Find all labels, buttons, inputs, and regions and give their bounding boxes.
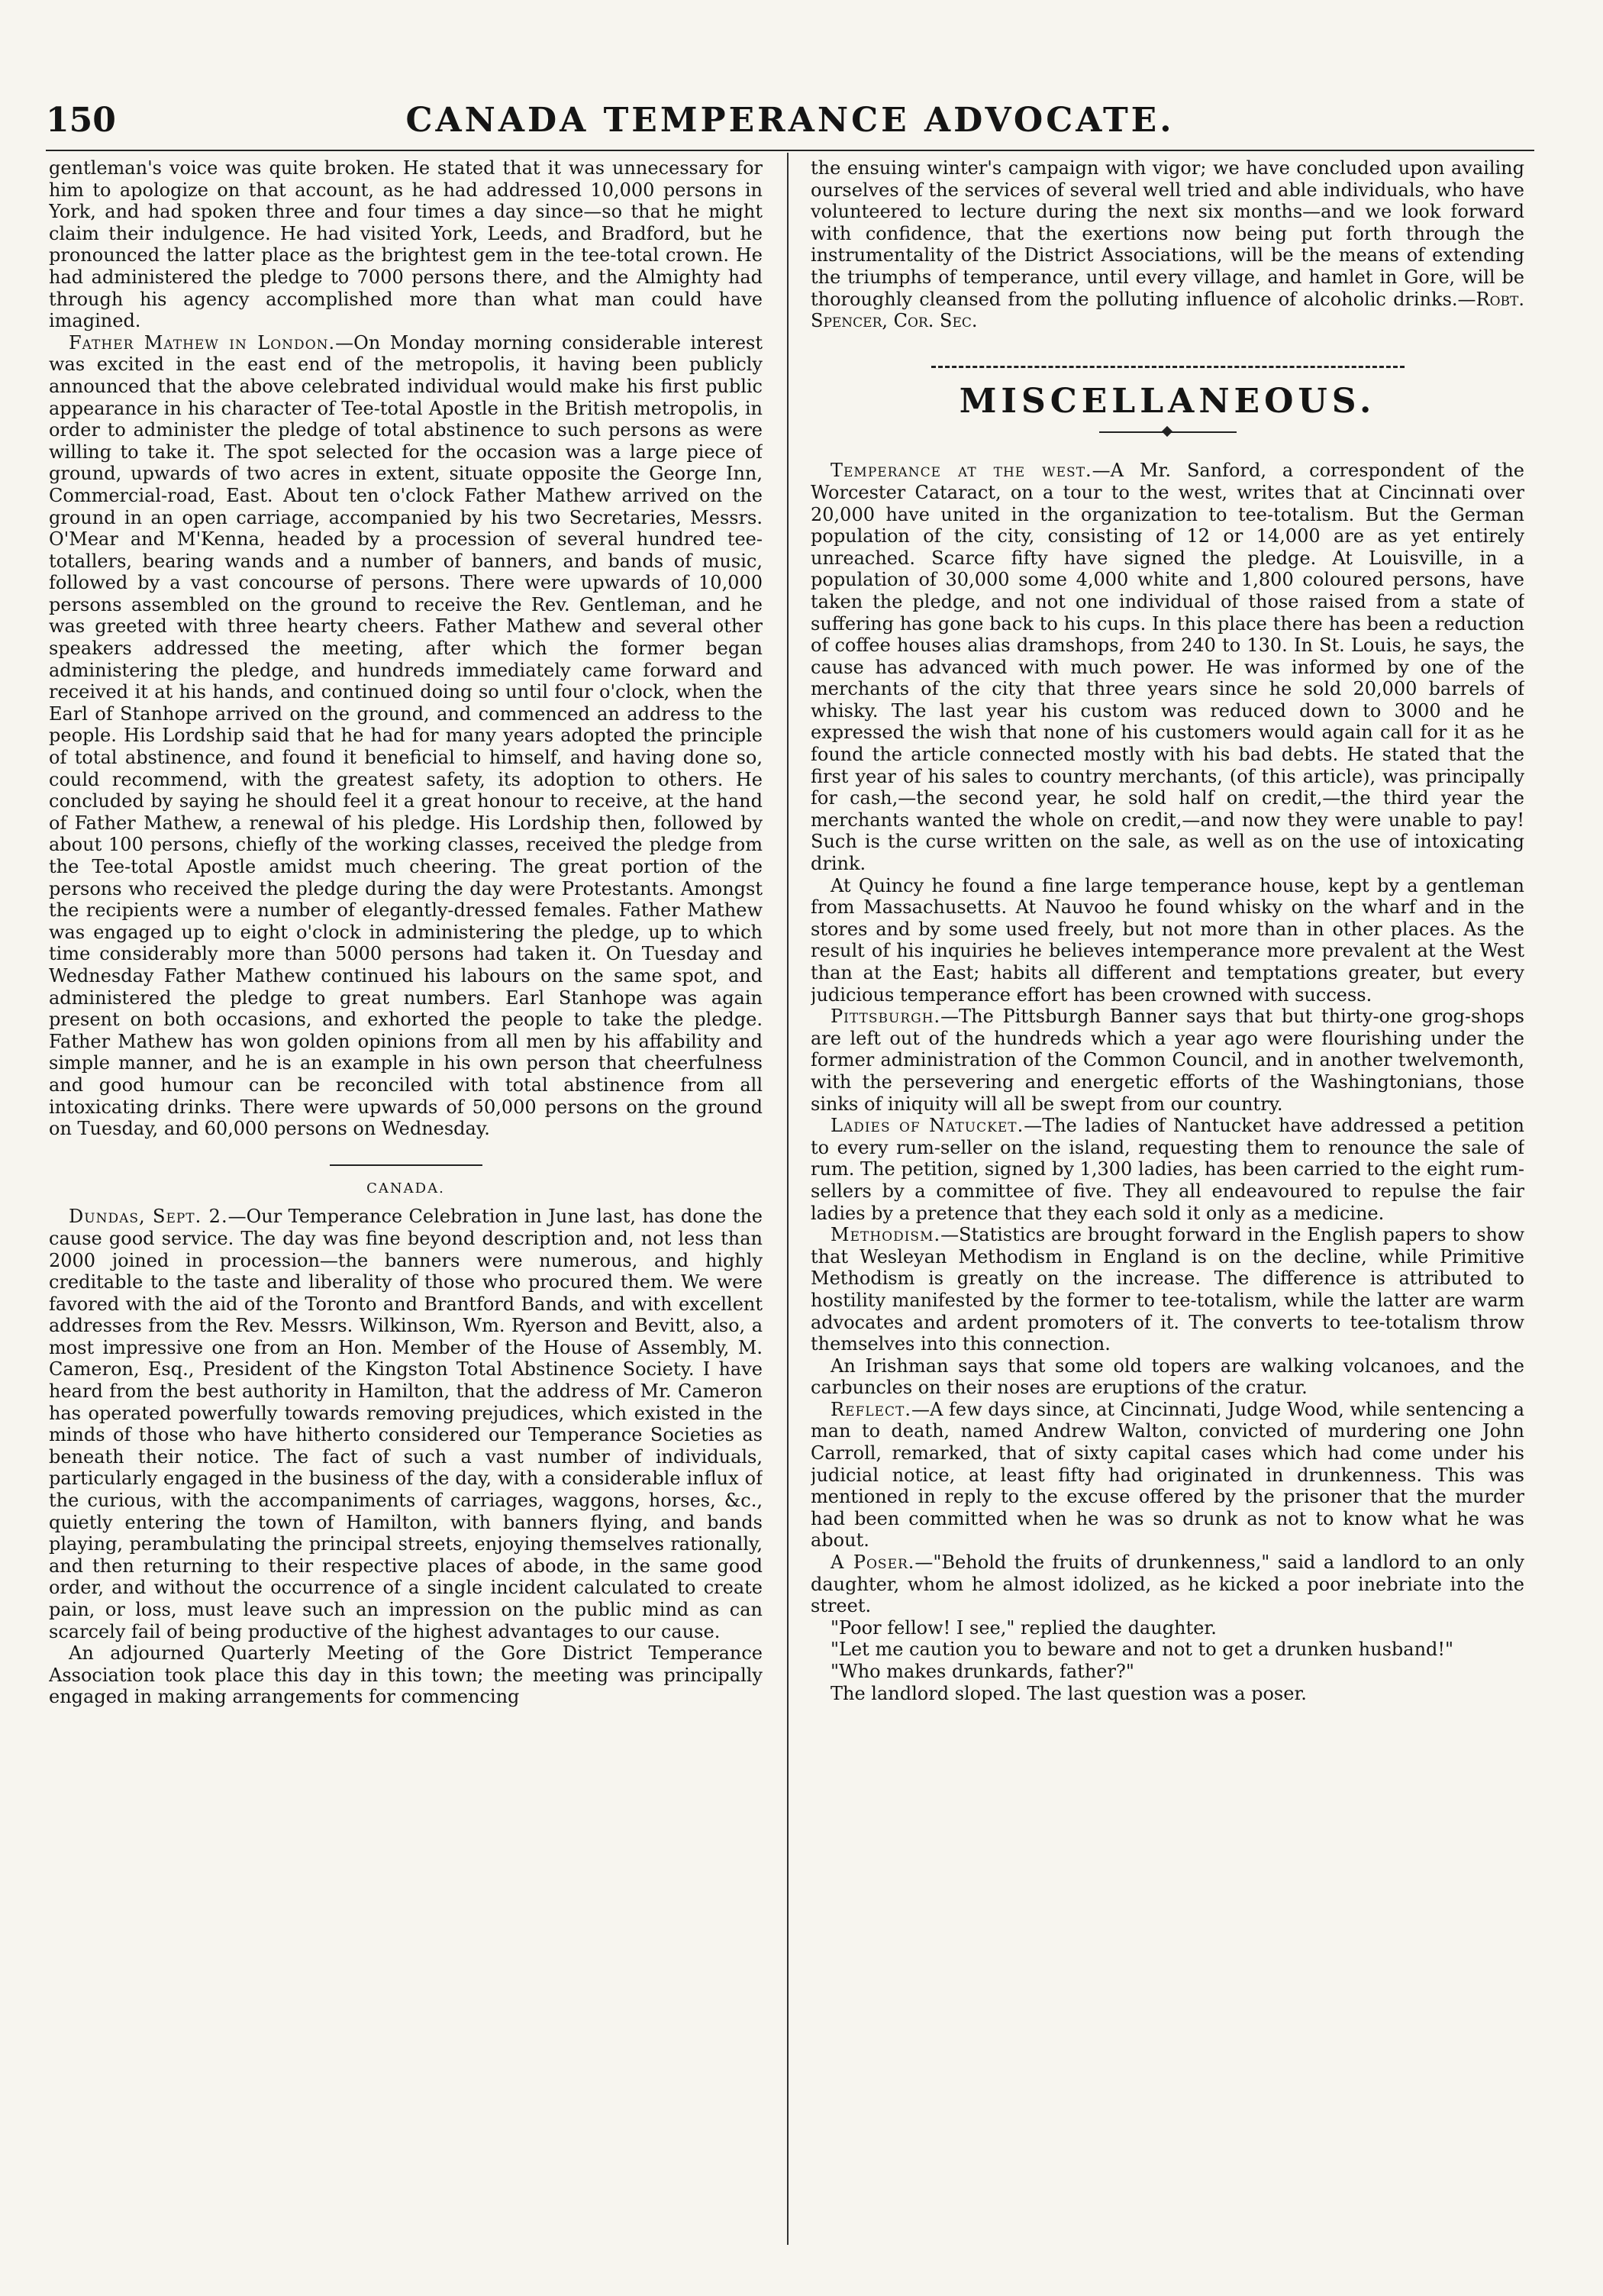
article-heading: Pittsburgh. bbox=[831, 1006, 941, 1028]
article-paragraph bbox=[811, 460, 1524, 874]
article-heading: A Poser. bbox=[831, 1552, 915, 1574]
article-paragraph: An adjourned Quarterly Meeting of the Gore District Temperance Association took place this day in this town; the meeting was principally engaged in making arrangements for commencing bbox=[49, 1642, 763, 1708]
right-column bbox=[811, 157, 1524, 2249]
article-body: —The ladies of Nantucket have addressed a petition to every rum-seller on the island, requesting them to renounce the sale of rum. The petition, signed by 1,300 ladies, has been carried to the eight rum-sellers by a committee of five. They all endeavoured to repulse the fair ladies by a pretence that they each sold it only as a medicine. bbox=[811, 1115, 1524, 1224]
article-heading: Methodism. bbox=[831, 1224, 941, 1246]
article-heading: Temperance at the west. bbox=[831, 460, 1092, 482]
article-body: —Statistics are brought forward in the English papers to show that Wesleyan Methodism in England is on the decline, while Primitive Methodism is greatly on the increase. The difference is attributed to hostility manifested by the former to tee-totalism, while the latter are warm advocates and ardent promoters of it. The converts to tee-totalism throw themselves into this connection. bbox=[811, 1224, 1524, 1355]
article-body: —The Pittsburgh Banner says that but thirty-one grog-shops are left out of the hundreds which a year ago were flourishing under the former administration of the Common Council, and in another twelvemonth, with the persevering and energetic efforts of the Washingtonians, those sinks of iniquity will all be swept from our country. bbox=[811, 1006, 1524, 1115]
article-paragraph: An Irishman says that some old topers are walking volcanoes, and the carbuncles on their noses are eruptions of the cratur. bbox=[811, 1355, 1524, 1399]
left-column bbox=[49, 157, 763, 2249]
article-body: the ensuing winter's campaign with vigor; we have concluded upon availing ourselves of the services of several well tried and able individuals, who have volunteered to lecture during the next six months—and we look forward with confidence, that the exertions now being put forth through the instrumentality of the District Associations, will be the means of extending the triumphs of temperance, until every village, and hamlet in Gore, will be thoroughly cleansed from the polluting influence of alcoholic drinks.— bbox=[811, 157, 1524, 310]
section-title: CANADA. bbox=[366, 1180, 445, 1196]
article-paragraph: "Poor fellow! I see," replied the daughter. bbox=[831, 1616, 1217, 1639]
article-heading: Ladies of Natucket. bbox=[831, 1115, 1024, 1137]
article-paragraph bbox=[811, 1006, 1524, 1115]
article-heading: Reflect. bbox=[831, 1398, 911, 1420]
page-header bbox=[46, 101, 1534, 147]
article-paragraph bbox=[811, 1399, 1524, 1552]
ornament-divider bbox=[1099, 428, 1237, 437]
page-number: 150 bbox=[46, 101, 116, 140]
signature: Robt. Spencer, Cor. Sec. bbox=[811, 288, 1524, 332]
article-paragraph: "Who makes drunkards, father?" bbox=[831, 1661, 1134, 1682]
article-paragraph bbox=[811, 1552, 1524, 1617]
dashed-separator bbox=[931, 366, 1405, 368]
article-paragraph bbox=[811, 157, 1524, 332]
article-body: —A Mr. Sanford, a correspondent of the Worcester Cataract, on a tour to the west, writes that at Cincinnati over 20,000 have united in the organization to tee-totalism. But the German population of the city, consisting of 12 or 14,000 are as yet entirely unreached. Scarce fifty have signed the pledge. At Louisville, in a population of 30,000 some 4,000 white and 1,800 coloured persons, have taken the pledge, and not one individual of those raised from a state of suffering has gone back to his cups. In this place there has been a reduction of coffee houses alias dramshops, from 240 to 130. In St. Louis, he says, the cause has advanced with much power. He was informed by one of the merchants of the city that three years since he sold 20,000 barrels of whisky. The last year his custom was reduced down to 3000 and he expressed the wish that none of his customers would again call for it as he found the article connected mostly with his bad debts. He stated that the first year of his sales to country merchants, (of this article), was principally for cash,—the second year, he sold half on credit,—the third year the merchants wanted the whole on credit,—and now they were unable to pay! Such is the curse written on the sale, as well as on the use of intoxicating drink. bbox=[811, 460, 1524, 875]
running-title: CANADA TEMPERANCE ADVOCATE. bbox=[405, 101, 1175, 140]
article-paragraph: At Quincy he found a fine large temperance house, kept by a gentleman from Massachusetts. At Nauvoo he found whisky on the wharf and in the stores and by some used freely, but not more than in other places. As the result of his inquiries he believes intemperance more prevalent at the West than at the East; habits all different and temptations greater, but every judicious temperance effort has been crowned with success. bbox=[811, 874, 1524, 1006]
article-paragraph bbox=[49, 1206, 763, 1642]
article-body: —On Monday morning considerable interest was excited in the east end of the metropolis, it having been publicly announced that the above celebrated individual would make his first public appearance in his character of Tee-total Apostle in the British metropolis, in order to administer the pledge of total abstinence to such persons as were willing to take it. The spot selected for the occasion was a large piece of ground, upwards of two acres in extent, situate opposite the George Inn, Commercial-road, East. About ten o'clock Father Mathew arrived on the ground in an open carriage, accompanied by his two Secretaries, Messrs. O'Mear and M'Kenna, headed by a procession of several hundred tee-totallers, bearing wands and a number of banners, and bands of music, followed by a vast concourse of persons. There were upwards of 10,000 persons assembled on the ground to receive the Rev. Gentleman, and he was greeted with three hearty cheers. Father Mathew and several other speakers addressed the meeting, after which the former began administering the pledge, and hundreds immediately came forward and received it at his hands, and continued doing so until four o'clock, when the Earl of Stanhope arrived on the ground, and commenced an address to the people. His Lordship said that he had for many years adopted the principle of total abstinence, and found it beneficial to himself, and having done so, could recommend, with the greatest safety, its adoption to others. He concluded by saying he should feel it a great honour to receive, at the hand of Father Mathew, a renewal of his pledge. His Lordship then, followed by about 100 persons, chiefly of the working classes, received the pledge from the Tee-total Apostle amidst much cheering. The great portion of the persons who received the pledge during the day were Protestants. Amongst the recipients were a number of elegantly-dressed females. Father Mathew was engaged up to eight o'clock in administering the pledge, up to which time considerably more than 5000 persons had taken it. On Tuesday and Wednesday Father Mathew continued his labours on the same spot, and administered the pledge to great numbers. Earl Stanhope was again present on both occasions, and exhorted the people to take the pledge. Father Mathew has won golden opinions from all men by his affability and simple manner, and he is an example in his own person that cheerfulness and good humour can be reconciled with total abstinence from all intoxicating drinks. There were upwards of 50,000 persons on the ground on Tuesday, and 60,000 persons on Wednesday. bbox=[49, 331, 763, 1140]
article-paragraph bbox=[811, 1224, 1524, 1355]
article-body: —Our Temperance Celebration in June last, has done the cause good service. The day was fine beyond description and, not less than 2000 joined in procession—the banners were numerous, and highly creditable to the taste and liberality of those who procured them. We were favored with the aid of the Toronto and Brantford Bands, and with excellent addresses from the Rev. Messrs. Wilkinson, Wm. Ryerson and Bevitt, also, a most impressive one from an Hon. Member of the House of Assembly, M. Cameron, Esq., President of the Kingston Total Abstinence Society. I have heard from the best authority in Hamilton, that the address of Mr. Cameron has operated powerfully towards removing prejudices, which existed in the minds of those who have hitherto considered our Temperance Societies as beneath their notice. The fact of such a vast number of individuals, particularly engaged in the business of the day, with a considerable influx of the curious, with the accompaniments of carriages, waggons, horses, &c., quietly entering the town of Hamilton, with banners flying, and bands playing, perambulating the principal streets, enjoying themselves rationally, and then returning to their respective places of abode, in the same good order, and without the occurrence of a single incident calculated to create pain, or loss, must leave such an impression on the public mind as can scarcely fail of being productive of the highest advantages to our cause. bbox=[49, 1206, 763, 1642]
article-body: —A few days since, at Cincinnati, Judge Wood, while sentencing a man to death, named Andrew Walton, convicted of murdering one John Carroll, remarked, that of sixty capital cases which had come under his judicial notice, at least fifty had originated in drunkenness. This was mentioned in reply to the excuse offered by the prisoner that the murder had been committed when he was so drunk as not to know what he was about. bbox=[811, 1398, 1524, 1552]
article-body: —"Behold the fruits of drunkenness," said a landlord to an only daughter, whom he almost idolized, as he kicked a poor inebriate into the street. bbox=[811, 1552, 1524, 1617]
article-paragraph: The landlord sloped. The last question was a poser. bbox=[831, 1682, 1307, 1704]
article-paragraph bbox=[811, 1115, 1524, 1224]
section-rule bbox=[330, 1164, 482, 1166]
article-paragraph bbox=[49, 332, 763, 1140]
header-rule bbox=[46, 150, 1534, 151]
article-heading: Dundas, Sept. 2. bbox=[69, 1206, 228, 1228]
article-paragraph: "Let me caution you to beware and not to get a drunken husband!" bbox=[831, 1639, 1454, 1661]
column-divider bbox=[787, 153, 789, 2245]
article-heading: Father Mathew in London. bbox=[69, 331, 336, 354]
article-paragraph: gentleman's voice was quite broken. He stated that it was unnecessary for him to apologize on that account, as he had addressed 10,000 persons in York, and had spoken three and four times a day since—so that he might claim their indulgence. He had visited York, Leeds, and Bradford, but he pronounced the latter place as the brightest gem in the tee-total crown. He had administered the pledge to 7000 persons there, and the Almighty had through his agency accomplished more than what man could have imagined. bbox=[49, 157, 763, 332]
section-title: MISCELLANEOUS. bbox=[959, 381, 1376, 421]
